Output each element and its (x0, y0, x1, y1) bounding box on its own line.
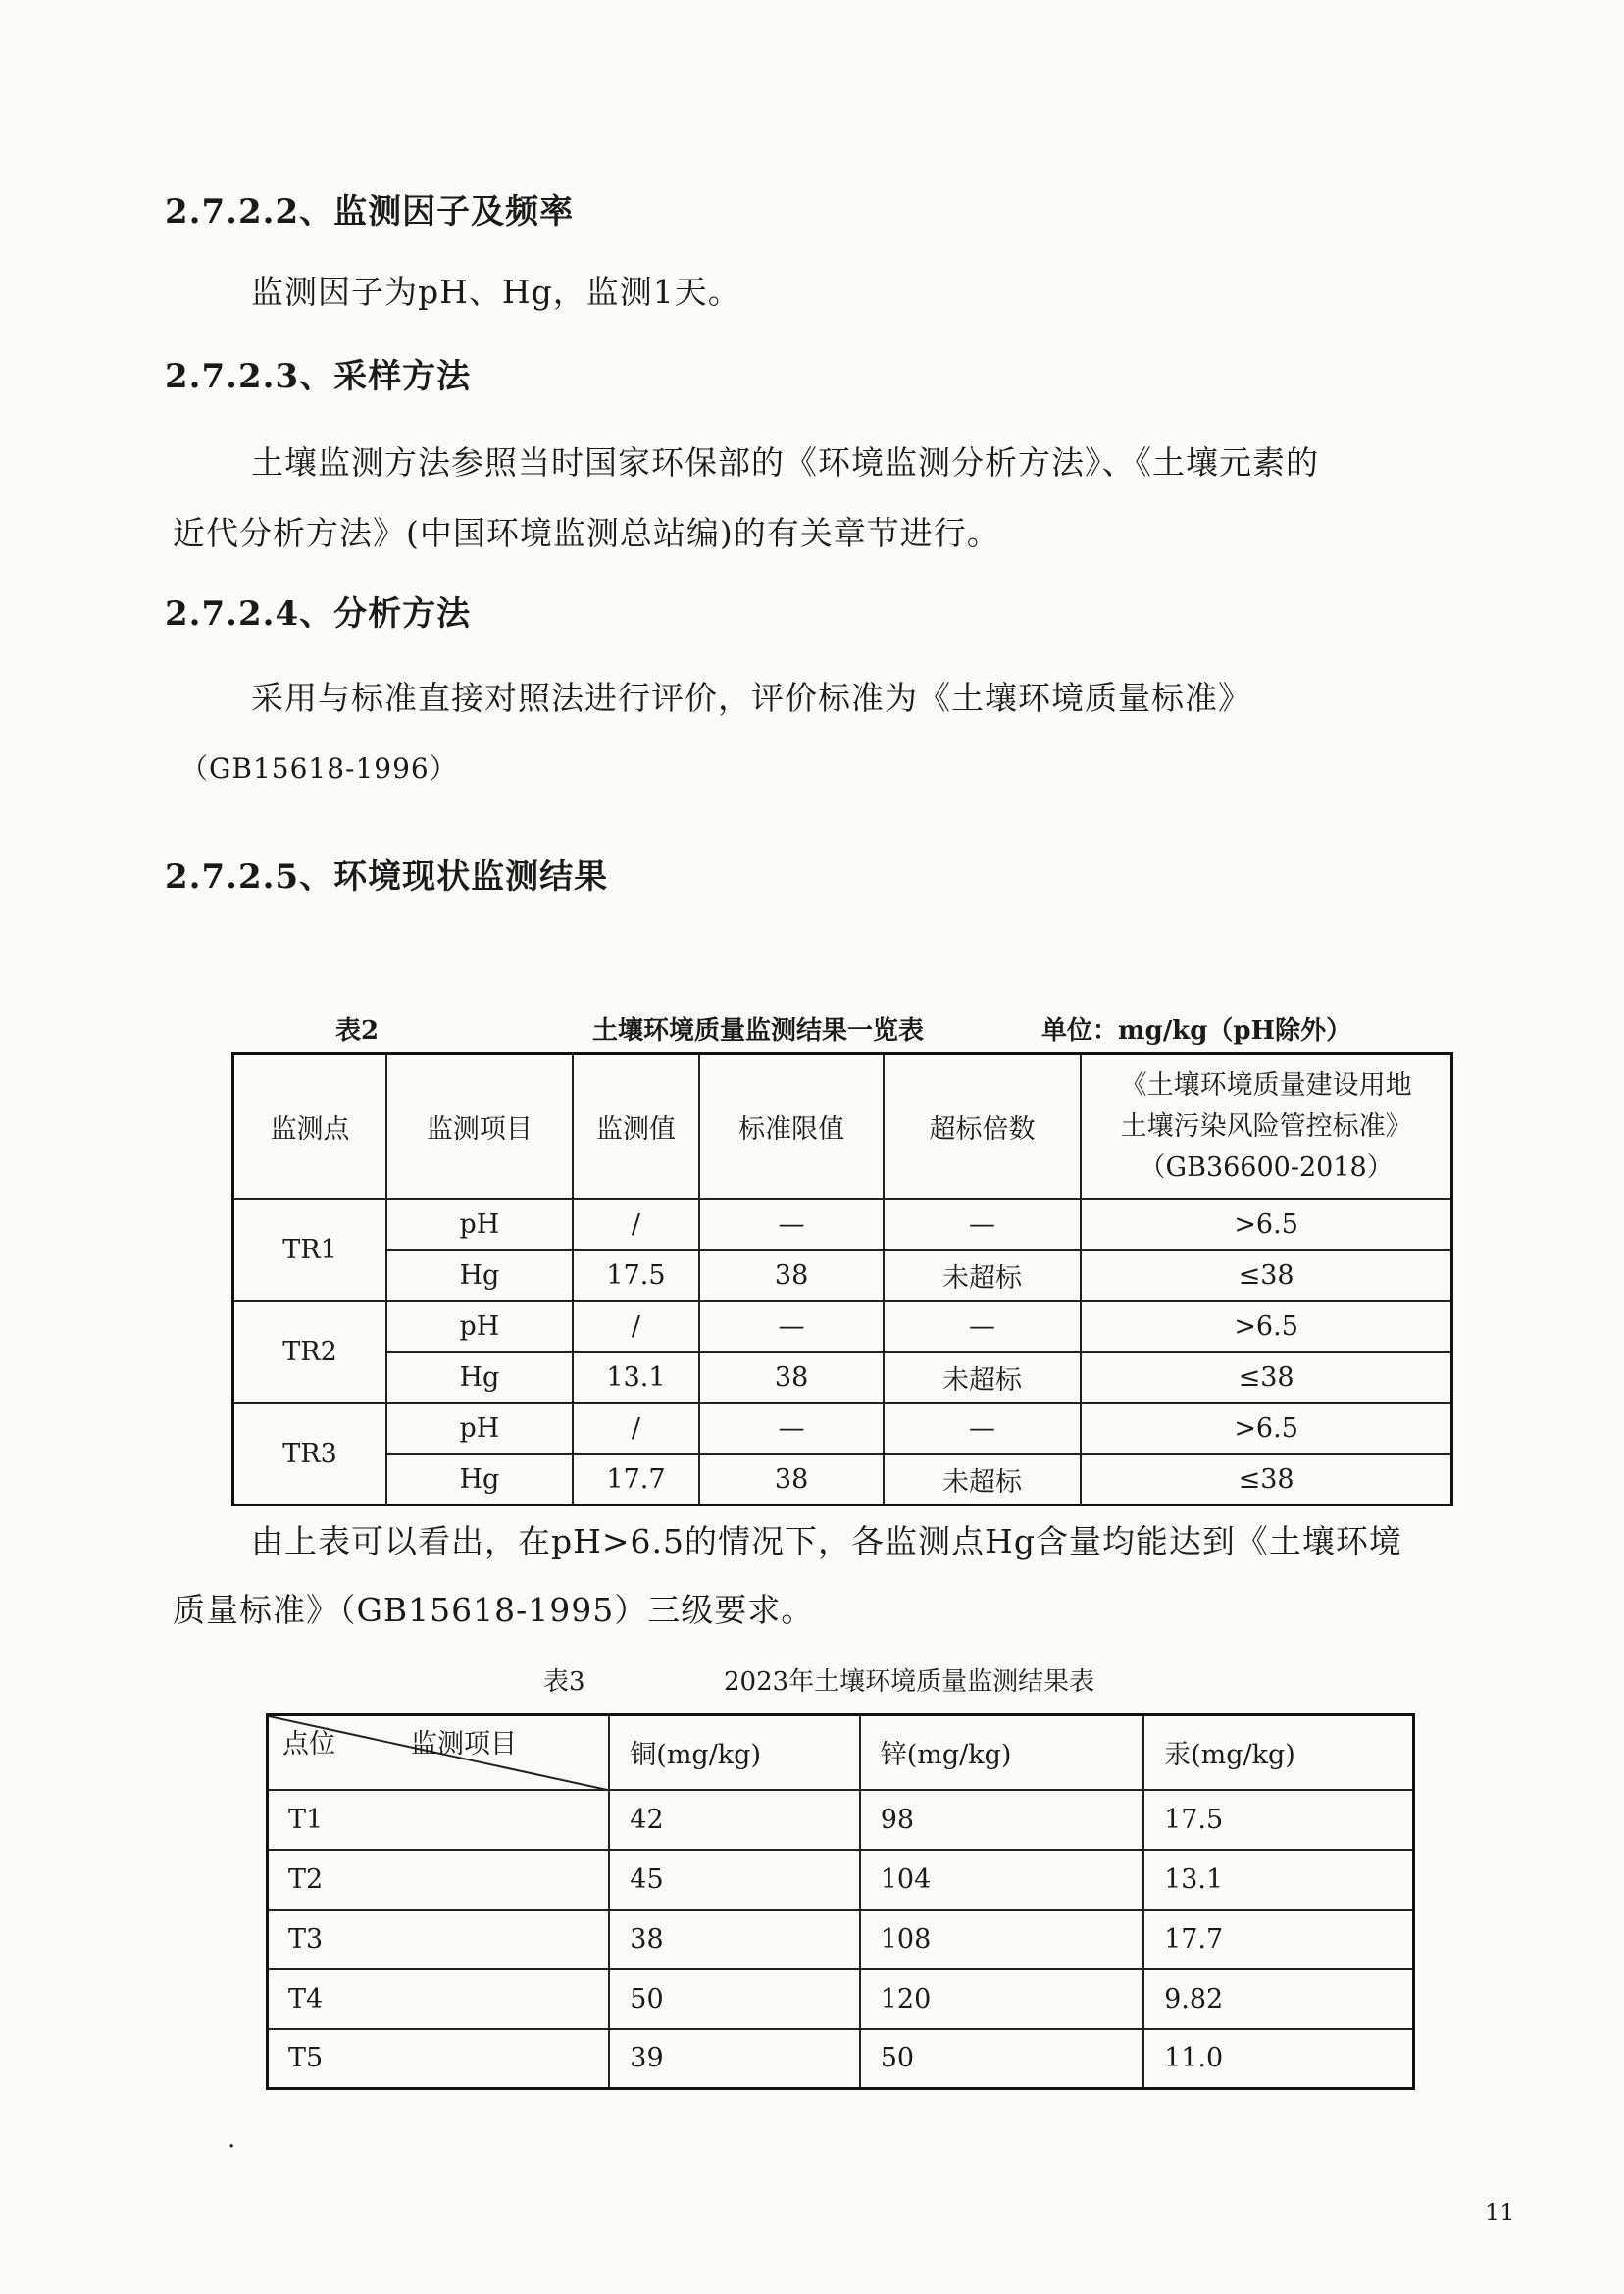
std-cell: ≤38 (1081, 1352, 1451, 1403)
table-row (268, 1850, 1414, 1910)
section-text-2722: 监测因子为pH、Hg，监测1天。 (251, 273, 741, 311)
limit-cell: 38 (699, 1454, 883, 1505)
zinc-cell: 50 (860, 2029, 1143, 2089)
exceed-cell: 未超标 (884, 1250, 1081, 1301)
header-standard-line1: 《土壤环境质量建设用地 (1120, 1069, 1412, 1100)
limit-cell: 38 (699, 1352, 883, 1403)
zinc-cell: 120 (860, 1969, 1143, 2029)
exceed-cell: — (884, 1199, 1081, 1250)
table-header-row (268, 1715, 1414, 1790)
value-cell: 13.1 (573, 1352, 700, 1403)
header-diagonal-cell (268, 1715, 610, 1790)
section-text-2724-line2: （GB15618-1996） (180, 752, 458, 785)
section-heading-2724: 2.7.2.4、分析方法 (165, 594, 472, 634)
section-heading-2723: 2.7.2.3、采样方法 (165, 357, 472, 396)
point-cell: TR3 (233, 1403, 387, 1505)
header-point: 点位 (282, 1729, 335, 1759)
mercury-cell: 9.82 (1143, 1969, 1413, 2029)
point-cell: T1 (268, 1790, 610, 1850)
table3-number: 表3 (543, 1667, 585, 1697)
table-row (233, 1301, 1452, 1352)
table-header-row (233, 1054, 1452, 1199)
exceed-cell: — (884, 1403, 1081, 1454)
copper-cell: 42 (609, 1790, 859, 1850)
value-cell: 17.7 (573, 1454, 700, 1505)
header-monitoring-value: 监测值 (573, 1054, 700, 1199)
copper-cell: 38 (609, 1910, 859, 1969)
header-exceed-times: 超标倍数 (884, 1054, 1081, 1199)
table2-title: 土壤环境质量监测结果一览表 (592, 1016, 925, 1045)
mercury-cell: 17.7 (1143, 1910, 1413, 1969)
copper-cell: 45 (609, 1850, 859, 1910)
zinc-cell: 108 (860, 1910, 1143, 1969)
mercury-cell: 13.1 (1143, 1850, 1413, 1910)
header-zinc: 锌(mg/kg) (860, 1715, 1143, 1790)
point-cell: T4 (268, 1969, 610, 2029)
conclusion-line1: 由上表可以看出，在pH>6.5的情况下，各监测点Hg含量均能达到《土壤环境 (251, 1522, 1402, 1560)
limit-cell: — (699, 1403, 883, 1454)
table-row (268, 1790, 1414, 1850)
point-cell: T2 (268, 1850, 610, 1910)
header-monitoring-point: 监测点 (233, 1054, 387, 1199)
header-mercury: 汞(mg/kg) (1143, 1715, 1413, 1790)
copper-cell: 50 (609, 1969, 859, 2029)
header-monitoring-item: 监测项目 (386, 1054, 572, 1199)
limit-cell: — (699, 1199, 883, 1250)
item-cell: Hg (386, 1250, 572, 1301)
header-standard-limit: 标准限值 (699, 1054, 883, 1199)
section-text-2723-line1: 土壤监测方法参照当时国家环保部的《环境监测分析方法》、《土壤元素的 (251, 443, 1319, 482)
header-copper: 铜(mg/kg) (609, 1715, 859, 1790)
table-row (233, 1199, 1452, 1250)
page-number: 11 (1485, 2199, 1515, 2226)
point-cell: T3 (268, 1910, 610, 1969)
value-cell: 17.5 (573, 1250, 700, 1301)
section-heading-2725: 2.7.2.5、环境现状监测结果 (165, 857, 609, 896)
value-cell: / (573, 1199, 700, 1250)
table-row (233, 1454, 1452, 1505)
table2-unit: 单位：mg/kg（pH除外） (1041, 1016, 1352, 1045)
table3-title: 2023年土壤环境质量监测结果表 (724, 1667, 1095, 1697)
table-row (233, 1352, 1452, 1403)
std-cell: ≤38 (1081, 1250, 1451, 1301)
mercury-cell: 11.0 (1143, 2029, 1413, 2089)
item-cell: pH (386, 1301, 572, 1352)
footer-dot: . (228, 2124, 236, 2154)
zinc-cell: 104 (860, 1850, 1143, 1910)
value-cell: / (573, 1403, 700, 1454)
exceed-cell: — (884, 1301, 1081, 1352)
std-cell: >6.5 (1081, 1301, 1451, 1352)
table-row (233, 1250, 1452, 1301)
point-cell: T5 (268, 2029, 610, 2089)
item-cell: pH (386, 1199, 572, 1250)
limit-cell: 38 (699, 1250, 883, 1301)
copper-cell: 39 (609, 2029, 859, 2089)
header-standard-line3: （GB36600-2018） (1139, 1151, 1394, 1183)
zinc-cell: 98 (860, 1790, 1143, 1850)
item-cell: Hg (386, 1454, 572, 1505)
value-cell: / (573, 1301, 700, 1352)
table-row (268, 1910, 1414, 1969)
item-cell: Hg (386, 1352, 572, 1403)
header-standard (1081, 1054, 1451, 1199)
std-cell: >6.5 (1081, 1403, 1451, 1454)
section-text-2723-line2: 近代分析方法》(中国环境监测总站编)的有关章节进行。 (173, 514, 1000, 552)
section-text-2724-line1: 采用与标准直接对照法进行评价，评价标准为《土壤环境质量标准》 (251, 679, 1251, 717)
item-cell: pH (386, 1403, 572, 1454)
mercury-cell: 17.5 (1143, 1790, 1413, 1850)
table-row (233, 1403, 1452, 1454)
std-cell: >6.5 (1081, 1199, 1451, 1250)
table-row (268, 1969, 1414, 2029)
point-cell: TR1 (233, 1199, 387, 1301)
soil-metals-table (266, 1713, 1415, 2090)
section-heading-2722: 2.7.2.2、监测因子及频率 (165, 192, 575, 231)
header-item: 监测项目 (411, 1729, 517, 1759)
conclusion-line2: 质量标准》（GB15618-1995）三级要求。 (173, 1591, 815, 1629)
std-cell: ≤38 (1081, 1454, 1451, 1505)
soil-quality-table (231, 1052, 1453, 1506)
table-row (268, 2029, 1414, 2089)
exceed-cell: 未超标 (884, 1454, 1081, 1505)
table2-number: 表2 (335, 1016, 380, 1045)
point-cell: TR2 (233, 1301, 387, 1403)
exceed-cell: 未超标 (884, 1352, 1081, 1403)
limit-cell: — (699, 1301, 883, 1352)
header-standard-line2: 土壤污染风险管控标准》 (1120, 1110, 1412, 1142)
